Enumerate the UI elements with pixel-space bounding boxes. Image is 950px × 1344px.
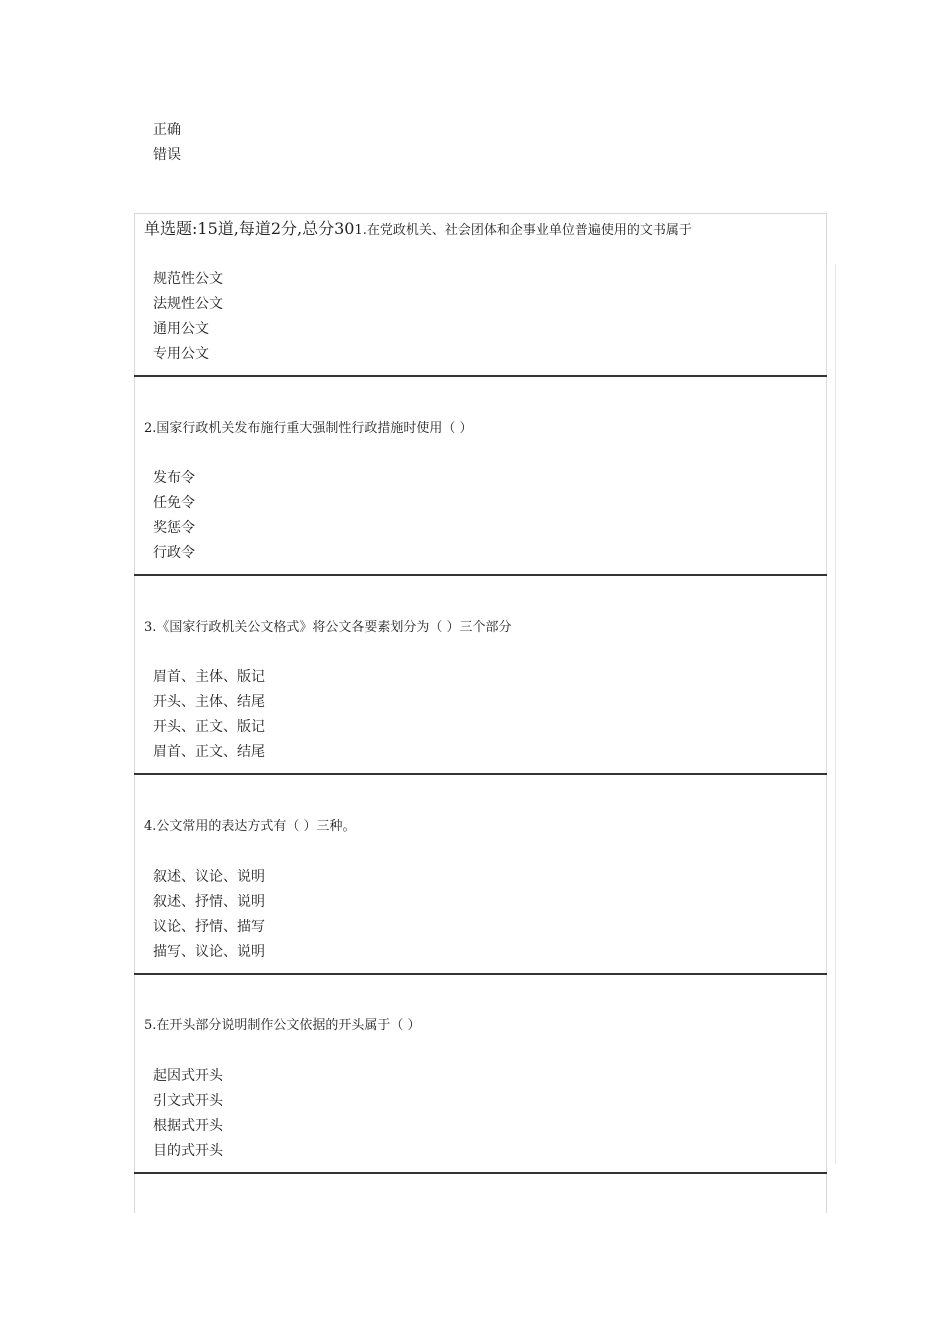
question-frame	[134, 213, 827, 1213]
option[interactable]: 议论、抒情、描写	[153, 919, 265, 935]
scroll-tick	[826, 764, 836, 864]
option[interactable]: 法规性公文	[153, 296, 223, 312]
scroll-tick	[826, 464, 836, 564]
option[interactable]: 眉首、主体、版记	[153, 669, 265, 685]
question-stem: 4.公文常用的表达方式有（ ）三种。	[144, 819, 356, 834]
option[interactable]: 叙述、抒情、说明	[153, 894, 265, 910]
scroll-tick	[826, 1064, 836, 1164]
section-title: 单选题:15道,每道2分,总分30	[144, 219, 355, 238]
option[interactable]: 行政令	[153, 545, 195, 561]
option[interactable]: 根据式开头	[153, 1118, 223, 1134]
question-divider	[134, 574, 827, 576]
option-correct[interactable]: 正确	[153, 122, 181, 138]
option[interactable]: 专用公文	[153, 346, 209, 362]
option[interactable]: 眉首、正文、结尾	[153, 744, 265, 760]
option[interactable]: 开头、正文、版记	[153, 719, 265, 735]
scroll-tick	[826, 564, 836, 664]
question-stem: 1.在党政机关、社会团体和企事业单位普遍使用的文书属于	[354, 223, 692, 238]
option[interactable]: 叙述、议论、说明	[153, 869, 265, 885]
question-divider	[134, 1172, 827, 1174]
option[interactable]: 起因式开头	[153, 1068, 223, 1084]
option[interactable]: 任免令	[153, 495, 195, 511]
question-stem: 2.国家行政机关发布施行重大强制性行政措施时使用（ ）	[144, 421, 473, 436]
scroll-tick	[826, 964, 836, 1064]
option[interactable]: 开头、主体、结尾	[153, 694, 265, 710]
scroll-tick	[826, 864, 836, 964]
option-wrong[interactable]: 错误	[153, 147, 181, 163]
option[interactable]: 描写、议论、说明	[153, 944, 265, 960]
option[interactable]: 目的式开头	[153, 1143, 223, 1159]
question-stem: 3.《国家行政机关公文格式》将公文各要素划分为（ ）三个部分	[144, 620, 512, 635]
question-divider	[134, 375, 827, 377]
option[interactable]: 通用公文	[153, 321, 209, 337]
section-header	[144, 219, 692, 241]
question-divider	[134, 973, 827, 975]
option[interactable]: 引文式开头	[153, 1093, 223, 1109]
option[interactable]: 发布令	[153, 470, 195, 486]
scroll-tick	[826, 264, 836, 364]
scroll-tick	[826, 664, 836, 764]
option[interactable]: 奖惩令	[153, 520, 195, 536]
scroll-tick	[826, 364, 836, 464]
option[interactable]: 规范性公文	[153, 271, 223, 287]
question-divider	[134, 773, 827, 775]
question-stem: 5.在开头部分说明制作公文依据的开头属于（ ）	[144, 1018, 421, 1033]
